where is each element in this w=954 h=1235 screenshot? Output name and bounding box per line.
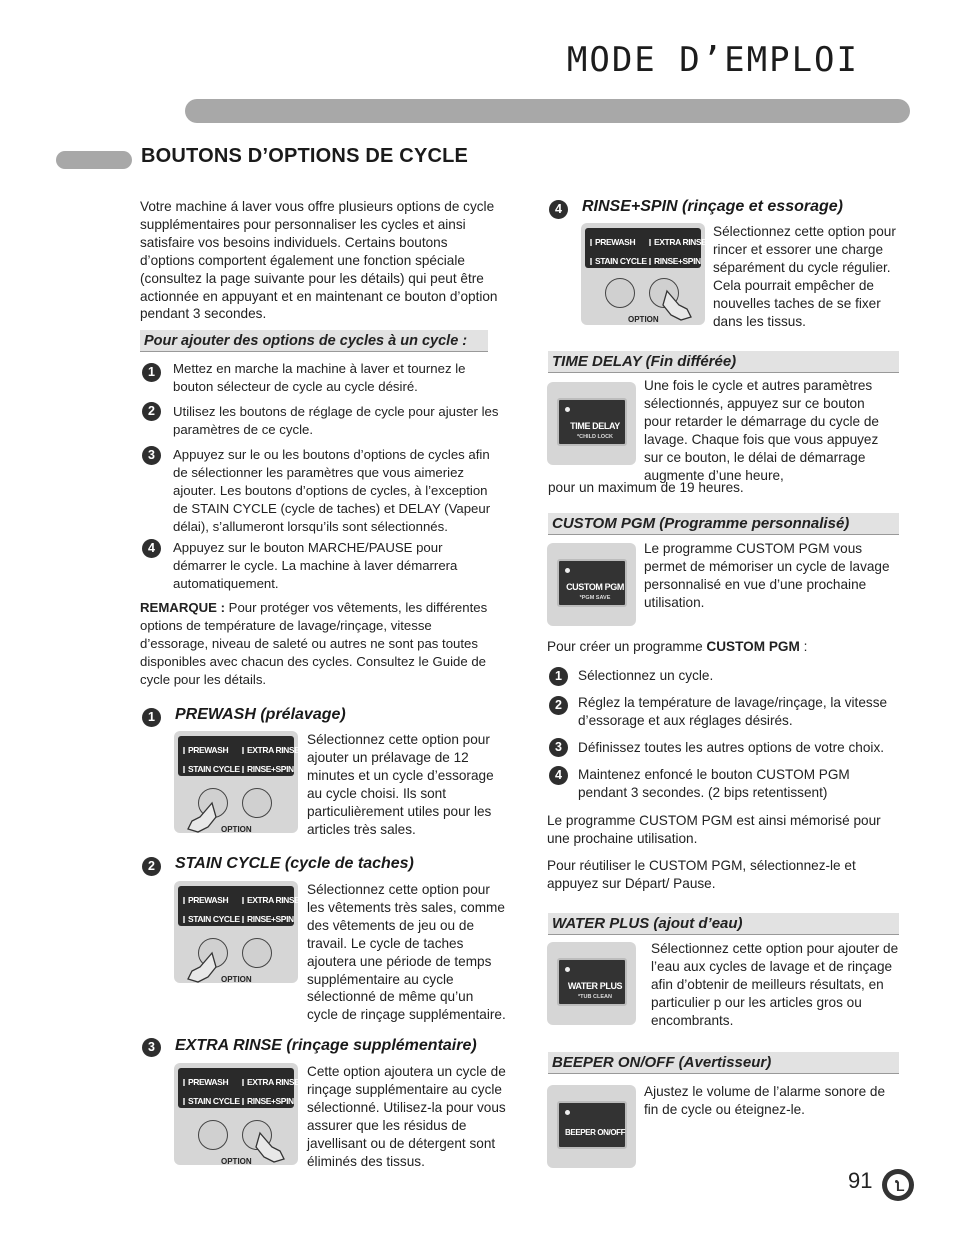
panel-option-label: OPTION [221, 975, 252, 984]
panel-screen [178, 886, 300, 926]
custom-step-1: Sélectionnez un cycle. [578, 668, 714, 683]
option-stain-cycle-text: Sélectionnez cette option pour les vêtements très sales, comme des vêtements de jeu ou de travail. Le cycle de taches ajoutera une période de temps supplémentaire au cycle sélectionné de même qu’un cycle de rinçage supplémentaire. [307, 882, 506, 1023]
header-bar [185, 99, 910, 123]
badge-screen [557, 398, 627, 446]
panel-label-rinse-spin: RINSE+SPIN [242, 761, 294, 779]
panel-label-rinse-spin: RINSE+SPIN [649, 253, 701, 271]
option-button-left [605, 278, 635, 308]
option-stain-cycle-text-a [307, 881, 507, 1023]
panel-option-label: OPTION [221, 825, 252, 834]
pointing-hand-icon [186, 949, 226, 983]
indicator-dot [565, 568, 570, 573]
remark-text: Pour protéger vos vêtements, les différentes options de température de lavage/rinçage, vitesse d’essorage, niveau de saleté ou autres ne sont pas toutes disponibles avec chacun des cycles. Consultez le Guide de cycle pour les détails. [140, 600, 488, 687]
panel-label-extra-rinse: EXTRA RINSE [649, 234, 706, 252]
beeper-heading: BEEPER ON/OFF (Avertisseur) [548, 1052, 899, 1074]
option-button-right [242, 788, 272, 818]
option-number: 2 [142, 857, 161, 876]
panel-screen [178, 1068, 300, 1108]
add-options-heading: Pour ajouter des options de cycles à un cycle : [140, 330, 488, 352]
remark-label: REMARQUE : [140, 600, 225, 615]
custom-step-3: Définissez toutes les autres options de votre choix. [578, 740, 885, 755]
custom-step-4: Maintenez enfoncé le bouton CUSTOM PGM pendant 3 secondes. (2 bips retentissent) [578, 767, 850, 800]
indicator-dot [565, 967, 570, 972]
option-stain-cycle-title: STAIN CYCLE (cycle de taches) [175, 855, 414, 872]
create-intro-bold: CUSTOM PGM [706, 639, 800, 654]
lg-logo [882, 1169, 914, 1201]
lg-logo-face [887, 1174, 909, 1196]
panel-label-extra-rinse: EXTRA RINSE [242, 892, 299, 910]
beeper-text: Ajustez le volume de l’alarme sonore de fin de cycle ou éteignez-le. [644, 1084, 886, 1117]
step-number: 3 [549, 738, 568, 757]
time-delay-text: Une fois le cycle et autres paramètres sélectionnés, appuyez sur ce bouton pour retarder le démarrage du cycle de lavage. Chaque fois que vous appuyez sur ce bouton, le délai de démarrage augmente d’une heure, [644, 378, 879, 483]
create-intro-end: : [799, 639, 808, 654]
beeper-button-figure [547, 1085, 636, 1168]
option-button-right [242, 938, 272, 968]
badge-sub-label: *PGM SAVE [579, 595, 611, 601]
section-pill [56, 151, 132, 169]
option-rinse-spin-text: Sélectionnez cette option pour rincer et essorer une charge séparément du cycle régulier. Cela pourrait empêcher de nouvelles taches de se fixer dans les tissus. [713, 224, 896, 329]
panel-option-label: OPTION [221, 1157, 252, 1166]
section-title: BOUTONS D’OPTIONS DE CYCLE [141, 145, 469, 167]
custom-step-2: Réglez la température de lavage/rinçage, la vitesse d’essorage et aux réglages désirés. [578, 695, 888, 728]
panel-label-extra-rinse: EXTRA RINSE [242, 742, 299, 760]
pointing-hand-icon [186, 799, 226, 833]
badge-screen [557, 958, 627, 1006]
prewash-control-panel [174, 731, 298, 833]
panel-label-prewash: PREWASH [183, 892, 228, 910]
water-plus-heading: WATER PLUS (ajout d’eau) [548, 913, 899, 935]
option-extra-rinse-title: EXTRA RINSE (rinçage supplémentaire) [175, 1037, 477, 1054]
panel-option-label: OPTION [628, 315, 659, 324]
option-number: 1 [142, 708, 161, 727]
panel-label-prewash: PREWASH [183, 1074, 228, 1092]
stain-cycle-control-panel [174, 881, 298, 983]
time-delay-button-figure [547, 382, 636, 465]
panel-label-stain-cycle: STAIN CYCLE [183, 761, 240, 779]
option-prewash-title: PREWASH (prélavage) [175, 706, 346, 723]
option-extra-rinse-text: Cette option ajoutera un cycle de rinçage supplémentaire au cycle sélectionné. Utilisez-la pour vous assurer que les résidus de javellisant ou de détergent sont éliminés des tissus. [307, 1064, 506, 1169]
panel-screen [585, 228, 707, 268]
custom-pgm-button-figure [547, 543, 636, 626]
step-number: 1 [549, 667, 568, 686]
panel-label-stain-cycle: STAIN CYCLE [590, 253, 647, 271]
create-intro-text: Pour créer un programme [547, 639, 707, 654]
rinse-spin-control-panel [581, 223, 705, 325]
panel-label-stain-cycle: STAIN CYCLE [183, 911, 240, 929]
time-delay-text-tail: pour un maximum de 19 heures. [548, 480, 744, 495]
custom-pgm-reuse: Pour réutiliser le CUSTOM PGM, sélectionnez-le et appuyez sur Départ/ Pause. [547, 858, 856, 891]
lg-logo-mark: L [896, 1178, 905, 1194]
panel-label-rinse-spin: RINSE+SPIN [242, 911, 294, 929]
page-number: 91 [848, 1168, 873, 1193]
water-plus-button-figure [547, 942, 636, 1025]
badge-main-label: TIME DELAY [570, 421, 620, 431]
badge-sub-label: *CHILD LOCK [576, 434, 614, 440]
option-number: 3 [142, 1038, 161, 1057]
step-number: 4 [549, 766, 568, 785]
water-plus-text: Sélectionnez cette option pour ajouter de l’eau aux cycles de lavage et de rinçage afin d’obtenir de meilleurs résultats, en particulier p our les articles gros ou encombrants. [651, 941, 899, 1028]
panel-screen [178, 736, 300, 776]
custom-pgm-create-intro [547, 638, 887, 656]
badge-sub-label: *TUB CLEAN [578, 994, 612, 1000]
step-number: 1 [142, 363, 161, 382]
option-button-left [198, 1120, 228, 1150]
page-header-title: MODE D’EMPLOI [566, 40, 859, 80]
step-number: 3 [142, 446, 161, 465]
custom-pgm-memorized: Le programme CUSTOM PGM est ainsi mémorisé pour une prochaine utilisation. [547, 813, 881, 846]
intro-paragraph: Votre machine á laver vous offre plusieurs options de cycle supplémentaires pour personnaliser les cycles et ainsi satisfaire vos besoins individuels. Certains boutons d’options comportent également une fonction spéciale (consultez la page suivante pour les détails) qui peut être actionnée en appuyant et en maintenant ce bouton d’option pendant 3 secondes. [140, 199, 498, 322]
step-number: 2 [549, 696, 568, 715]
add-step-2: Utilisez les boutons de réglage de cycle pour ajuster les paramètres de ce cycle. [173, 404, 499, 437]
custom-pgm-text: Le programme CUSTOM PGM vous permet de mémoriser un cycle de lavage personnalisé en vue d’une prochaine utilisation. [644, 541, 890, 610]
add-step-4: Appuyez sur le bouton MARCHE/PAUSE pour démarrer le cycle. La machine à laver démarrera automatiquement. [173, 540, 458, 591]
custom-pgm-heading: CUSTOM PGM (Programme personnalisé) [548, 513, 899, 535]
pointing-hand-icon [657, 287, 697, 321]
badge-screen [557, 559, 627, 607]
add-step-1: Mettez en marche la machine à laver et tournez le bouton sélecteur de cycle au cycle désiré. [173, 361, 466, 394]
indicator-dot [565, 1110, 570, 1115]
indicator-dot [565, 407, 570, 412]
option-prewash-text: Sélectionnez cette option pour ajouter un prélavage de 12 minutes et un cycle d’essorage au cycle choisi. Ils sont particulièrement utiles pour les articles très sales. [307, 732, 494, 837]
badge-main-label: WATER PLUS [567, 981, 623, 991]
step-number: 4 [142, 539, 161, 558]
remark-paragraph [140, 599, 500, 689]
badge-screen [557, 1101, 627, 1149]
badge-main-label: CUSTOM PGM [566, 582, 624, 592]
panel-label-prewash: PREWASH [183, 742, 228, 760]
panel-label-prewash: PREWASH [590, 234, 635, 252]
option-rinse-spin-title: RINSE+SPIN (rinçage et essorage) [582, 198, 843, 215]
option-number: 4 [549, 200, 568, 219]
time-delay-heading: TIME DELAY (Fin différée) [548, 351, 899, 373]
extra-rinse-control-panel [174, 1063, 298, 1165]
panel-label-rinse-spin: RINSE+SPIN [242, 1093, 294, 1111]
step-number: 2 [142, 402, 161, 421]
badge-main-label: BEEPER ON/OFF [565, 1128, 626, 1137]
panel-label-extra-rinse: EXTRA RINSE [242, 1074, 299, 1092]
panel-label-stain-cycle: STAIN CYCLE [183, 1093, 240, 1111]
pointing-hand-icon [250, 1129, 290, 1163]
add-step-3: Appuyez sur le ou les boutons d’options de cycles afin de sélectionner les paramètres que vous aimeriez ajouter. Les boutons d’options de cycles, à l’exception de STAIN CYCLE (cycle de taches) et DELAY (Vapeur délai), s’allumeront lorsqu’ils sont sélectionnés. [173, 447, 491, 534]
